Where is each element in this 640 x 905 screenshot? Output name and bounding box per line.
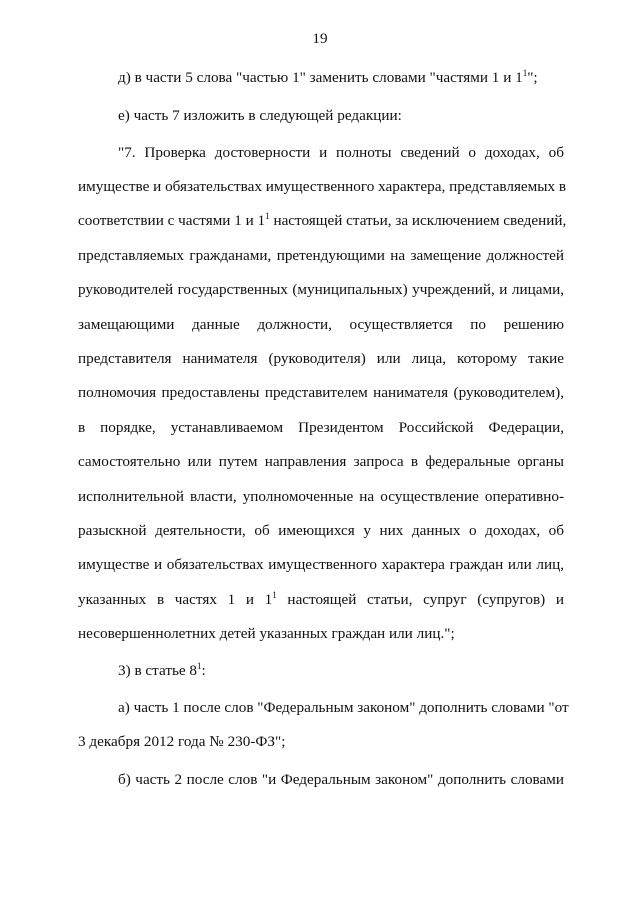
- text-line: д) в части 5 слова "частью 1" заменить словами "частями 1 и $1^1$";: [118, 68, 538, 86]
- text-line: указанных в частях 1 и $1^1$ настоящей статьи, супруг (супругов) и: [78, 590, 565, 608]
- text-line: имуществе и обязательствах имущественного характера граждан или лиц,: [78, 556, 564, 573]
- text-line: разыскной деятельности, об имеющихся у них данных о доходах, об: [78, 522, 564, 539]
- text-line: самостоятельно или путем направления запроса в федеральные органы: [78, 453, 564, 470]
- text-line: руководителей государственных (муниципальных) учреждений, и лицами,: [78, 281, 564, 298]
- text-line: е) часть 7 изложить в следующей редакции:: [118, 107, 402, 124]
- text-line: а) часть 1 после слов "Федеральным законом" дополнить словами "от: [118, 699, 569, 716]
- text-line: полномочия предоставлены представителем нанимателя (руководителем),: [78, 384, 564, 401]
- text-line: б) часть 2 после слов "и Федеральным законом" дополнить словами: [118, 771, 564, 788]
- text-line: 3 декабря 2012 года № 230-ФЗ";: [78, 733, 286, 750]
- superscript: 1: [522, 68, 528, 78]
- text-line: в порядке, устанавливаемом Президентом Российской Федерации,: [78, 419, 564, 436]
- superscript: 1: [197, 661, 202, 671]
- text-line: представителя нанимателя (руководителя) или лица, которому такие: [78, 350, 564, 367]
- text-line: "7. Проверка достоверности и полноты сведений о доходах, об: [118, 144, 564, 161]
- text-line: имуществе и обязательствах имущественного характера, представляемых в: [78, 178, 567, 195]
- text-line: исполнительной власти, уполномоченные на осуществление оперативно-: [78, 488, 564, 505]
- text-line: несовершеннолетних детей указанных граждан или лиц.";: [78, 625, 455, 642]
- text-line: 3) в статье $8^1$:: [118, 661, 206, 679]
- text-line: замещающими данные должности, осуществляется по решению: [78, 316, 564, 333]
- superscript: 1: [272, 590, 277, 600]
- text-line: представляемых гражданами, претендующими на замещение должностей: [78, 247, 564, 264]
- text-line: соответствии с частями 1 и $1^1$ настоящей статьи, за исключением сведений,: [78, 211, 567, 229]
- superscript: 1: [265, 211, 270, 221]
- page-number: 19: [312, 30, 328, 47]
